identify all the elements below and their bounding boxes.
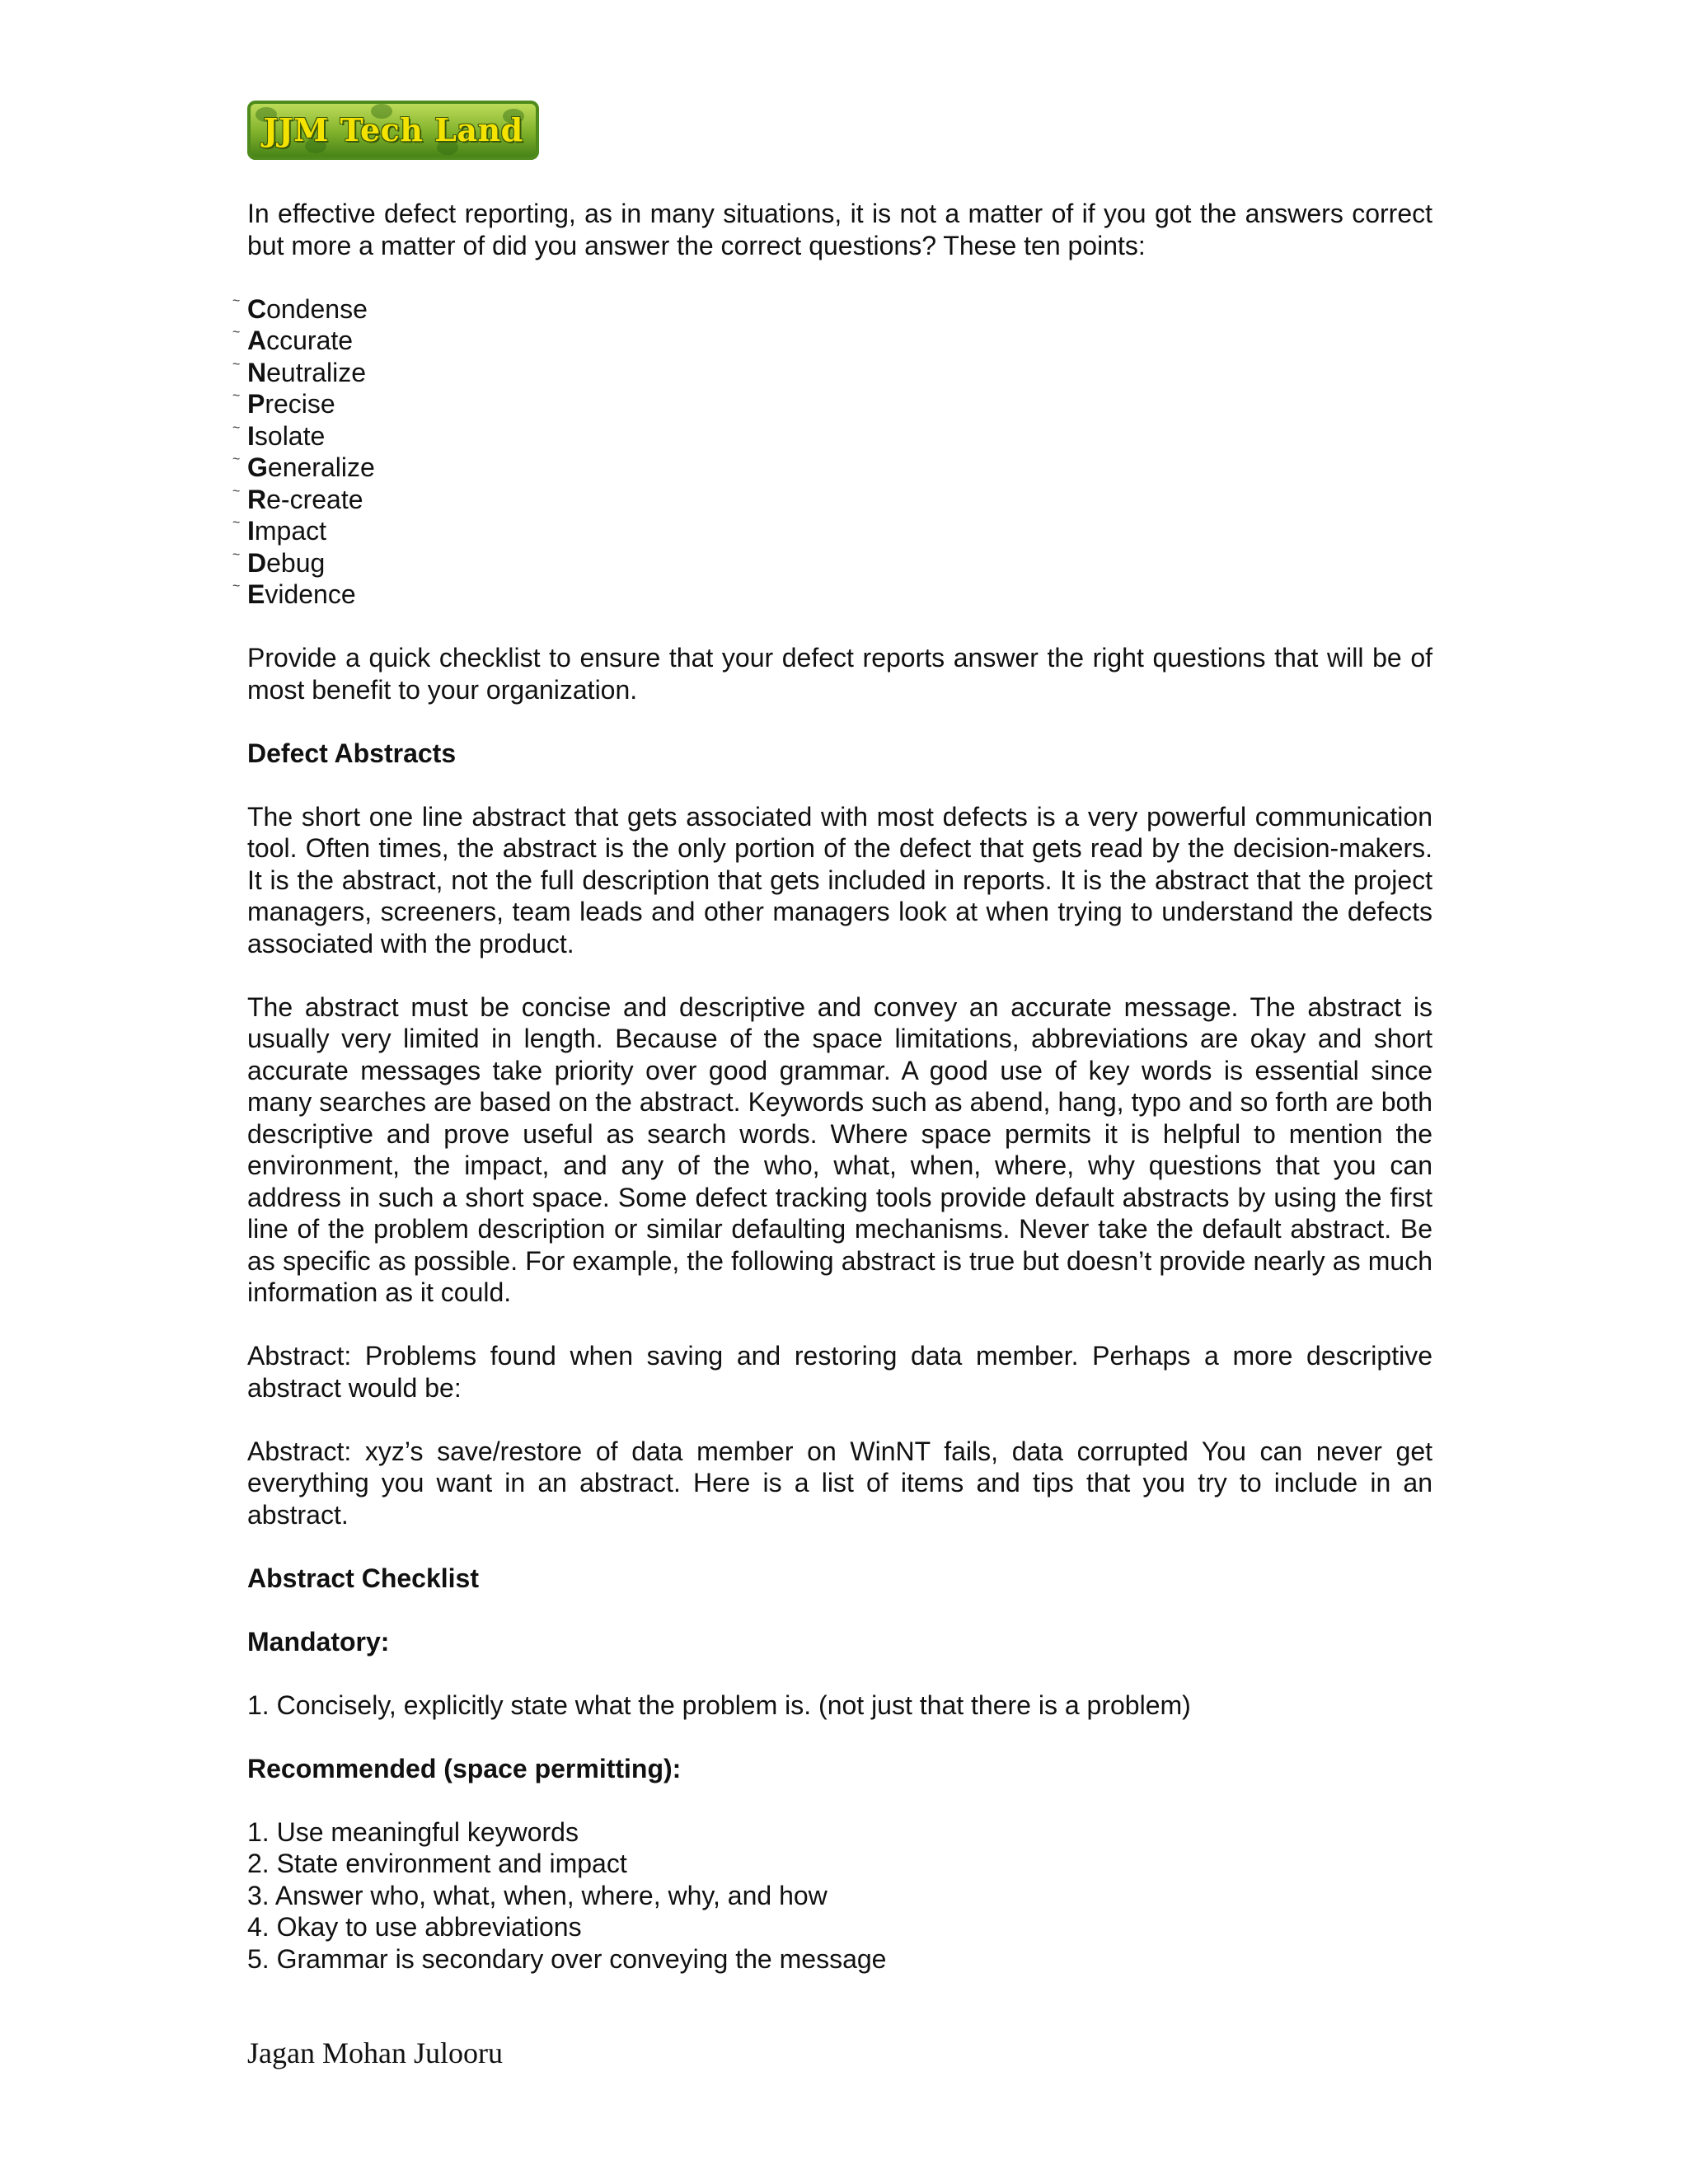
bullet-icon: ~ — [232, 516, 241, 530]
logo — [247, 101, 539, 160]
list-item: 4. Okay to use abbreviations — [247, 1912, 582, 1942]
recommended-heading: Recommended (space permitting): — [247, 1753, 682, 1783]
example-abstract-2: Abstract: xyz’s save/restore of data member on WinNT fails, data corrupted You can never get everything you want in an abstract. Here is a list of items and tips that you try to include in an abstract. — [247, 1436, 1432, 1530]
list-item — [232, 325, 1432, 357]
list-item: 1. Use meaningful keywords — [247, 1816, 579, 1847]
list-item — [232, 452, 1432, 484]
list-item — [232, 515, 1432, 547]
item-rest: solate — [254, 420, 326, 451]
example-abstract-1: Abstract: Problems found when saving and restoring data member. Perhaps a more descriptive abstract would be: — [247, 1341, 1432, 1403]
bullet-icon: ~ — [232, 547, 241, 562]
item-initial: I — [247, 420, 255, 451]
item-initial: D — [247, 547, 267, 578]
logo-text: JJM Tech Land — [263, 111, 523, 148]
bullet-icon: ~ — [232, 420, 241, 435]
item-initial: A — [247, 326, 267, 355]
mandatory-heading: Mandatory: — [247, 1626, 390, 1657]
list-item — [232, 547, 1432, 579]
bullet-icon: ~ — [232, 293, 241, 308]
item-initial: I — [247, 516, 255, 546]
document-body — [232, 198, 1432, 1975]
abstract-checklist-heading: Abstract Checklist — [247, 1563, 479, 1593]
item-rest: ccurate — [266, 326, 354, 355]
list-item — [232, 484, 1432, 516]
checklist-paragraph: Provide a quick checklist to ensure that your defect reports answer the right questions that will be of most benefit to your organization. — [247, 643, 1432, 705]
item-rest: eneralize — [267, 452, 375, 482]
canpig-list — [232, 293, 1432, 611]
bullet-icon: ~ — [232, 357, 241, 372]
item-rest: mpact — [254, 516, 327, 546]
list-item — [232, 579, 1432, 611]
item-rest: recise — [265, 389, 335, 419]
list-item — [232, 420, 1432, 452]
abstract-paragraph-1: The short one line abstract that gets associated with most defects is a very powerful communication tool. Often times, the abstract is the only portion of the defect that gets read by the decision-makers. It is the abstract, not the full description that gets included in reports. It is the abstract that the project managers, screeners, team leads and other managers look at when trying to understand the defects associated with the product. — [247, 801, 1432, 958]
list-item: 5. Grammar is secondary over conveying the message — [247, 1943, 887, 1974]
footer-author: Jagan Mohan Julooru — [247, 2036, 503, 2069]
bullet-icon: ~ — [232, 452, 241, 466]
item-rest: vidence — [265, 579, 356, 609]
defect-abstracts-heading: Defect Abstracts — [247, 738, 457, 768]
item-initial: R — [247, 484, 267, 514]
list-item: 2. State environment and impact — [247, 1849, 627, 1878]
item-rest: e-create — [266, 484, 363, 514]
item-initial: C — [247, 293, 267, 324]
list-item — [232, 357, 1432, 389]
list-item — [232, 388, 1432, 420]
intro-paragraph: In effective defect reporting, as in many situations, it is not a matter of if you got the answers correct but more a matter of did you answer the correct questions? These ten points: — [247, 199, 1432, 260]
bullet-icon: ~ — [232, 389, 241, 403]
item-initial: E — [247, 579, 265, 609]
recommended-list — [247, 1816, 1432, 1975]
bullet-icon: ~ — [232, 484, 241, 499]
item-initial: G — [247, 452, 268, 482]
item-rest: ondense — [266, 293, 368, 324]
abstract-paragraph-2: The abstract must be concise and descriptive and convey an accurate message. The abstract is usually very limited in length. Because of the space limitations, abbreviations are okay and short accurate messages take priority over good grammar. A good use of key words is essential since many searches are based on the abstract. Keywords such as abend, hang, typo and so forth are both descriptive and prove useful as search words. Where space permits it is helpful to mention the environment, the impact, and any of the who, what, when, where, why questions that you can address in such a short space. Some defect tracking tools provide default abstracts by using the first line of the problem description or similar defaulting mechanisms. Never take the default abstract. Be as specific as possible. For example, the following abstract is true but doesn’t provide nearly as much information as it could. — [247, 991, 1432, 1307]
bullet-icon: ~ — [232, 579, 241, 593]
item-rest: ebug — [266, 547, 326, 578]
list-item — [232, 293, 1432, 326]
item-initial: N — [247, 357, 267, 387]
bullet-icon: ~ — [232, 326, 241, 340]
item-rest: eutralize — [266, 357, 367, 387]
mandatory-item: 1. Concisely, explicitly state what the problem is. (not just that there is a problem) — [247, 1690, 1191, 1720]
list-item: 3. Answer who, what, when, where, why, and how — [247, 1880, 828, 1910]
item-initial: P — [247, 389, 265, 419]
